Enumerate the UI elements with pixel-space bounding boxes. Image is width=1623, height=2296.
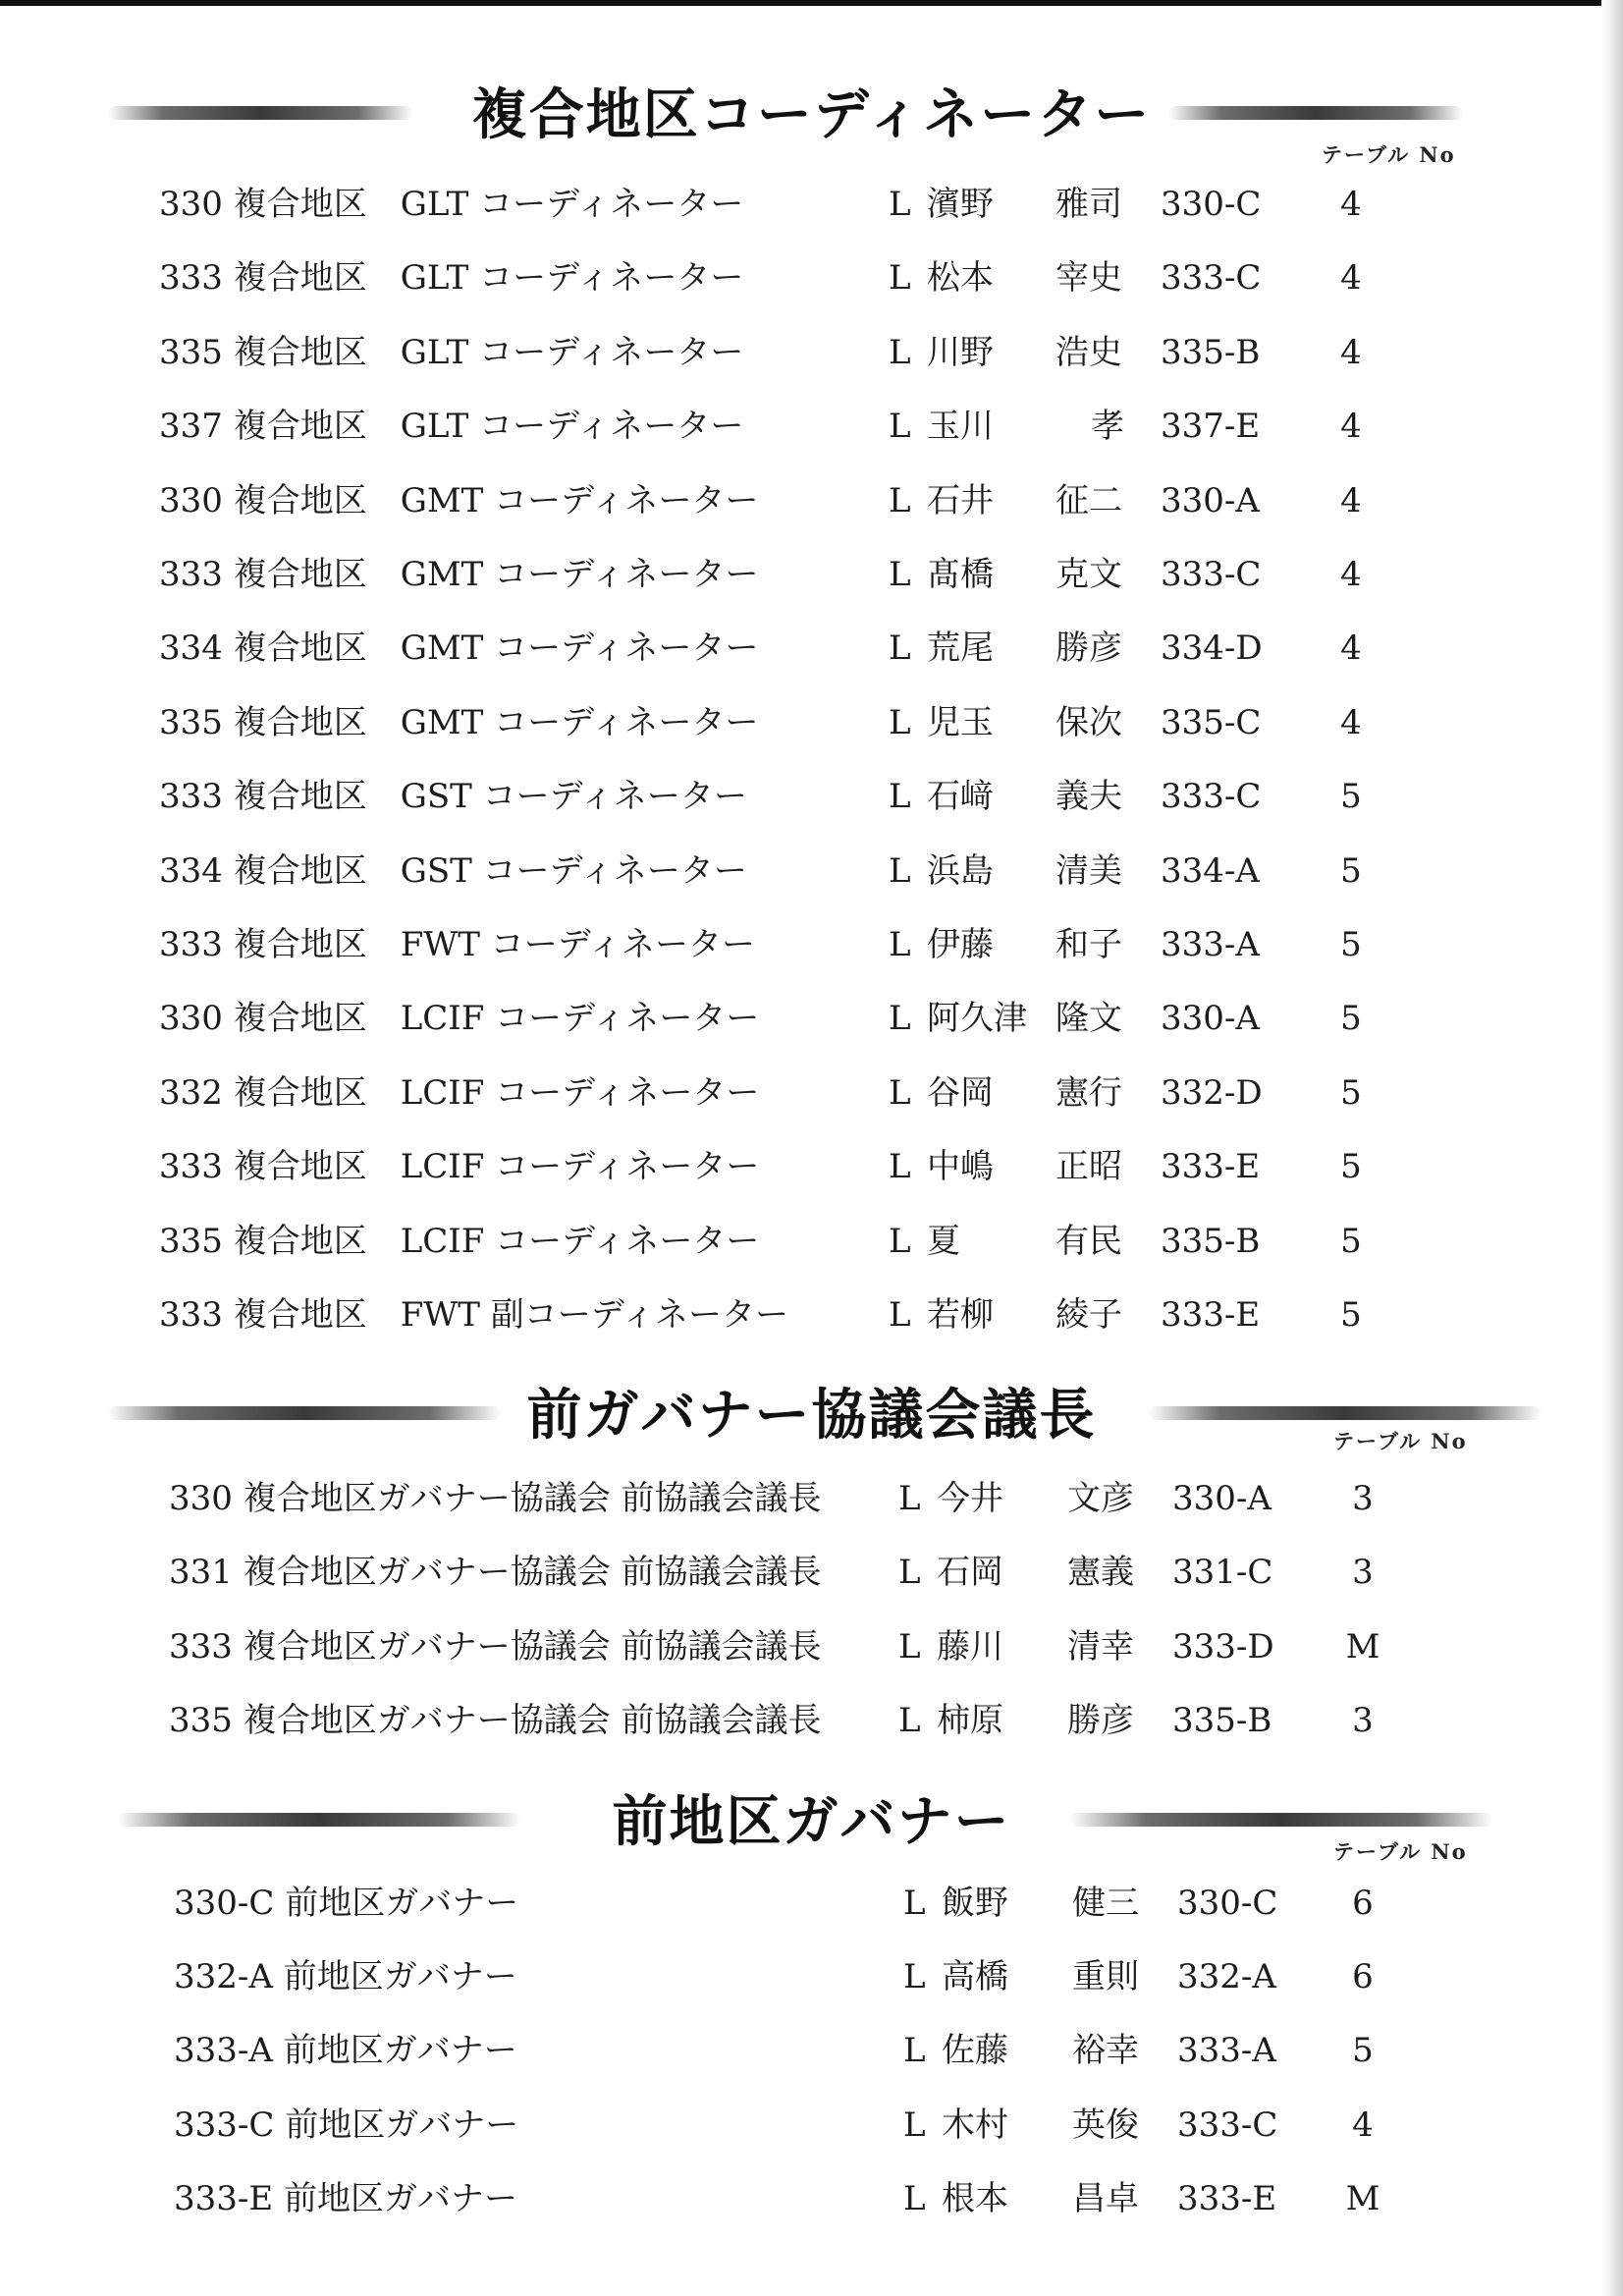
list-item — [0, 1212, 1623, 1271]
member-surname: 児玉 — [927, 702, 994, 742]
member-given-name: 義夫 — [1055, 777, 1122, 817]
table-number: 5 — [1340, 777, 1362, 817]
district-code: 333-C — [1161, 555, 1262, 594]
district-code: 334-D — [1161, 629, 1263, 669]
list-item — [0, 1543, 1623, 1602]
district-code: 335-B — [1172, 1700, 1272, 1740]
member-given-name: 隆文 — [1055, 999, 1122, 1039]
list-item — [0, 619, 1623, 678]
table-number-column-header: テーブル No — [1333, 1429, 1468, 1453]
member-surname: 石岡 — [937, 1553, 1003, 1593]
role-title: 332-A 前地区ガバナー — [174, 1957, 517, 1997]
list-item — [0, 1691, 1623, 1750]
member-surname: 木村 — [942, 2105, 1008, 2145]
member-given-name: 英俊 — [1072, 2105, 1139, 2145]
member-given-name: 憲義 — [1067, 1553, 1134, 1593]
district-code: 333-C — [1177, 2105, 1278, 2145]
district-code: 335-B — [1161, 1221, 1261, 1261]
list-item — [0, 1617, 1623, 1676]
role-title: 332 複合地区 LCIF コーディネーター — [159, 1072, 760, 1113]
role-title: 335 複合地区 GLT コーディネーター — [159, 332, 744, 372]
member-given-name: 克文 — [1055, 555, 1122, 594]
role-title: 335 複合地区 LCIF コーディネーター — [159, 1221, 760, 1261]
list-item — [0, 1874, 1623, 1933]
member-given-name: 裕幸 — [1072, 2031, 1139, 2071]
list-item — [0, 397, 1623, 456]
district-code: 330-C — [1177, 1884, 1278, 1923]
list-item — [0, 1469, 1623, 1528]
table-number: 4 — [1340, 555, 1362, 594]
list-item — [0, 2096, 1623, 2155]
member-surname: 石﨑 — [927, 777, 994, 817]
table-number-column-header: テーブル No — [1333, 1839, 1468, 1864]
table-number: 6 — [1352, 1884, 1374, 1923]
table-number: 4 — [1340, 480, 1362, 520]
lion-prefix: L — [889, 850, 911, 891]
member-surname: 濱野 — [927, 185, 994, 224]
district-code: 332-A — [1177, 1957, 1276, 1997]
member-given-name: 勝彦 — [1055, 629, 1122, 669]
lion-prefix: L — [889, 1221, 911, 1261]
role-title: 333 複合地区 GMT コーディネーター — [159, 555, 759, 594]
lion-prefix: L — [903, 1884, 926, 1923]
role-title: 334 複合地区 GST コーディネーター — [159, 850, 747, 891]
lion-prefix: L — [898, 1626, 921, 1667]
table-number: 3 — [1352, 1553, 1374, 1593]
member-surname: 松本 — [927, 258, 994, 299]
lion-prefix: L — [898, 1479, 921, 1518]
table-number: 4 — [1352, 2105, 1374, 2145]
district-code: 334-A — [1161, 850, 1260, 891]
district-code: 333-A — [1161, 925, 1260, 964]
role-title: 333 複合地区 FWT 副コーディネーター — [159, 1295, 789, 1335]
member-surname: 伊藤 — [927, 925, 994, 964]
member-surname: 佐藤 — [942, 2031, 1008, 2071]
district-code: 330-C — [1161, 185, 1262, 224]
list-item — [0, 989, 1623, 1048]
role-title: 333 複合地区 FWT コーディネーター — [159, 925, 756, 964]
member-given-name: 憲行 — [1055, 1072, 1122, 1113]
member-given-name: 昌卓 — [1072, 2178, 1139, 2218]
role-title: 333-C 前地区ガバナー — [174, 2105, 519, 2145]
member-given-name: 雅司 — [1055, 185, 1122, 224]
section-title: 複合地区コーディネーター — [471, 82, 1152, 147]
table-number: 3 — [1352, 1700, 1374, 1740]
district-code: 332-D — [1161, 1072, 1263, 1113]
member-surname: 谷岡 — [927, 1072, 994, 1113]
member-surname: 石井 — [927, 480, 994, 520]
lion-prefix: L — [903, 2105, 926, 2145]
table-number: 4 — [1340, 332, 1362, 372]
role-title: 333-A 前地区ガバナー — [174, 2031, 517, 2071]
member-surname: 浜島 — [927, 850, 994, 891]
table-number: 5 — [1352, 2031, 1374, 2071]
table-number: 5 — [1340, 1147, 1362, 1187]
member-given-name: 浩史 — [1055, 332, 1122, 372]
district-code: 330-A — [1161, 999, 1260, 1039]
member-surname: 中嶋 — [927, 1147, 994, 1187]
role-title: 333 複合地区ガバナー協議会 前協議会議長 — [169, 1626, 822, 1667]
lion-prefix: L — [889, 332, 911, 372]
list-item — [0, 175, 1623, 234]
table-number: 5 — [1340, 850, 1362, 891]
table-number: M — [1345, 1626, 1380, 1667]
role-title: 330 複合地区 GMT コーディネーター — [159, 480, 759, 520]
lion-prefix: L — [889, 555, 911, 594]
member-given-name: 綾子 — [1055, 1295, 1122, 1335]
list-item — [0, 842, 1623, 901]
district-code: 335-C — [1161, 702, 1262, 742]
role-title: 330 複合地区ガバナー協議会 前協議会議長 — [169, 1479, 822, 1518]
table-number: 6 — [1352, 1957, 1374, 1997]
member-given-name: 征二 — [1055, 480, 1122, 520]
lion-prefix: L — [889, 407, 911, 447]
role-title: 330-C 前地区ガバナー — [174, 1884, 519, 1923]
district-code: 333-C — [1161, 258, 1262, 299]
list-item — [0, 767, 1623, 826]
table-number: 5 — [1340, 999, 1362, 1039]
member-surname: 根本 — [942, 2178, 1008, 2218]
lion-prefix: L — [898, 1553, 921, 1593]
member-given-name: 正昭 — [1055, 1147, 1122, 1187]
member-surname: 荒尾 — [927, 629, 994, 669]
member-surname: 玉川 — [927, 407, 994, 447]
role-title: 331 複合地区ガバナー協議会 前協議会議長 — [169, 1553, 822, 1593]
table-number: M — [1345, 2178, 1380, 2218]
member-given-name: 健三 — [1072, 1884, 1139, 1923]
district-code: 333-A — [1177, 2031, 1276, 2071]
district-code: 330-A — [1161, 480, 1260, 520]
lion-prefix: L — [889, 258, 911, 299]
district-code: 333-E — [1161, 1295, 1261, 1335]
lion-prefix: L — [889, 999, 911, 1039]
member-given-name: 孝 — [1091, 407, 1124, 447]
district-code: 337-E — [1161, 407, 1261, 447]
role-title: 333-E 前地区ガバナー — [174, 2178, 518, 2218]
table-number: 4 — [1340, 258, 1362, 299]
table-number: 4 — [1340, 185, 1362, 224]
lion-prefix: L — [903, 1957, 926, 1997]
lion-prefix: L — [889, 629, 911, 669]
list-item — [0, 1064, 1623, 1122]
table-number: 5 — [1340, 1221, 1362, 1261]
district-code: 333-E — [1177, 2178, 1277, 2218]
table-number: 3 — [1352, 1479, 1374, 1518]
lion-prefix: L — [889, 1147, 911, 1187]
district-code: 331-C — [1172, 1553, 1273, 1593]
lion-prefix: L — [889, 777, 911, 817]
list-item — [0, 1947, 1623, 2006]
lion-prefix: L — [903, 2178, 926, 2218]
member-surname: 藤川 — [937, 1626, 1003, 1667]
lion-prefix: L — [889, 702, 911, 742]
list-item — [0, 1285, 1623, 1344]
district-code: 333-E — [1161, 1147, 1261, 1187]
member-given-name: 重則 — [1072, 1957, 1139, 1997]
lion-prefix: L — [889, 185, 911, 224]
role-title: 333 複合地区 LCIF コーディネーター — [159, 1147, 760, 1187]
district-code: 330-A — [1172, 1479, 1271, 1518]
role-title: 333 複合地区 GLT コーディネーター — [159, 258, 744, 299]
member-given-name: 和子 — [1055, 925, 1122, 964]
table-number: 4 — [1340, 629, 1362, 669]
district-code: 333-D — [1172, 1626, 1274, 1667]
table-number: 4 — [1340, 702, 1362, 742]
list-item — [0, 471, 1623, 530]
member-surname: 今井 — [937, 1479, 1003, 1518]
table-number-column-header: テーブル No — [1322, 142, 1456, 167]
page-top-edge — [0, 0, 1623, 6]
role-title: 335 複合地区 GMT コーディネーター — [159, 702, 759, 742]
member-surname: 高橋 — [942, 1957, 1008, 1997]
list-item — [0, 2021, 1623, 2080]
table-number: 5 — [1340, 1295, 1362, 1335]
role-title: 335 複合地区ガバナー協議会 前協議会議長 — [169, 1700, 822, 1740]
role-title: 337 複合地区 GLT コーディネーター — [159, 407, 744, 447]
member-surname: 川野 — [927, 332, 994, 372]
lion-prefix: L — [898, 1700, 921, 1740]
role-title: 333 複合地区 GST コーディネーター — [159, 777, 747, 817]
lion-prefix: L — [889, 480, 911, 520]
district-code: 335-B — [1161, 332, 1261, 372]
member-given-name: 有民 — [1055, 1221, 1122, 1261]
member-given-name: 保次 — [1055, 702, 1122, 742]
section-title: 前ガバナー協議会議長 — [526, 1383, 1097, 1448]
list-item — [0, 545, 1623, 604]
member-given-name: 勝彦 — [1067, 1700, 1134, 1740]
member-surname: 夏 — [927, 1221, 960, 1261]
member-given-name: 宰史 — [1055, 258, 1122, 299]
role-title: 334 複合地区 GMT コーディネーター — [159, 629, 759, 669]
lion-prefix: L — [903, 2031, 926, 2071]
member-given-name: 清幸 — [1067, 1626, 1134, 1667]
lion-prefix: L — [889, 1072, 911, 1113]
member-given-name: 文彦 — [1067, 1479, 1134, 1518]
member-surname: 飯野 — [942, 1884, 1008, 1923]
list-item — [0, 248, 1623, 307]
table-number: 5 — [1340, 1072, 1362, 1113]
lion-prefix: L — [889, 925, 911, 964]
member-surname: 若柳 — [927, 1295, 994, 1335]
section-title: 前地区ガバナー — [612, 1789, 1011, 1854]
list-item — [0, 2169, 1623, 2228]
member-surname: 柿原 — [937, 1700, 1003, 1740]
list-item — [0, 693, 1623, 752]
district-code: 333-C — [1161, 777, 1262, 817]
role-title: 330 複合地区 LCIF コーディネーター — [159, 999, 760, 1039]
member-surname: 髙橋 — [927, 555, 994, 594]
member-given-name: 清美 — [1055, 850, 1122, 891]
table-number: 4 — [1340, 407, 1362, 447]
list-item — [0, 915, 1623, 974]
table-number: 5 — [1340, 925, 1362, 964]
role-title: 330 複合地区 GLT コーディネーター — [159, 185, 744, 224]
lion-prefix: L — [889, 1295, 911, 1335]
list-item — [0, 1137, 1623, 1196]
list-item — [0, 323, 1623, 382]
member-surname: 阿久津 — [927, 999, 1027, 1039]
